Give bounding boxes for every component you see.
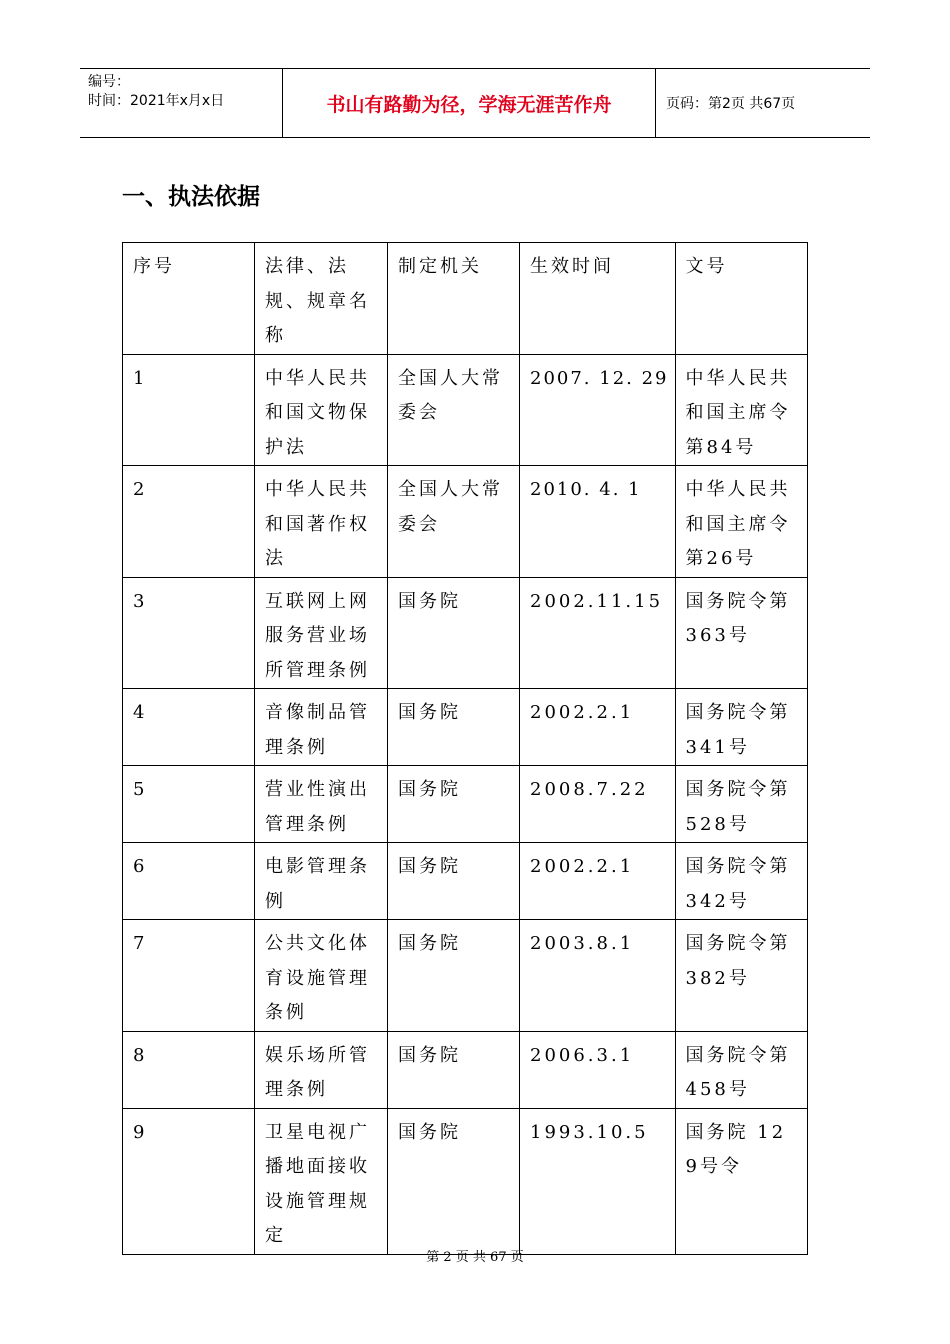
cell-doc: 国务院令第363号 bbox=[675, 577, 807, 689]
cell-org: 国务院 bbox=[388, 766, 520, 843]
cell-org: 全国人大常委会 bbox=[388, 466, 520, 578]
cell-doc: 中华人民共和国主席令第84号 bbox=[675, 354, 807, 466]
table-row bbox=[123, 766, 808, 843]
cell-number: 5 bbox=[123, 766, 255, 843]
cell-name: 卫星电视广播地面接收设施管理规定 bbox=[255, 1108, 388, 1254]
table-row bbox=[123, 1108, 808, 1254]
cell-org: 国务院 bbox=[388, 1031, 520, 1108]
cell-number: 9 bbox=[123, 1108, 255, 1254]
table-row bbox=[123, 466, 808, 578]
cell-name: 公共文化体育设施管理条例 bbox=[255, 920, 388, 1032]
cell-date: 2003.8.1 bbox=[520, 920, 676, 1032]
table-row bbox=[123, 354, 808, 466]
cell-number: 2 bbox=[123, 466, 255, 578]
cell-org: 全国人大常委会 bbox=[388, 354, 520, 466]
cell-date: 2006.3.1 bbox=[520, 1031, 676, 1108]
cell-org: 国务院 bbox=[388, 920, 520, 1032]
header-cell-number: 序号 bbox=[123, 243, 255, 355]
cell-org: 国务院 bbox=[388, 689, 520, 766]
cell-name: 娱乐场所管理条例 bbox=[255, 1031, 388, 1108]
cell-name: 音像制品管理条例 bbox=[255, 689, 388, 766]
cell-doc: 国务院令第341号 bbox=[675, 689, 807, 766]
cell-date: 2010. 4. 1 bbox=[520, 466, 676, 578]
cell-name: 互联网上网服务营业场所管理条例 bbox=[255, 577, 388, 689]
cell-org: 国务院 bbox=[388, 843, 520, 920]
cell-name: 电影管理条例 bbox=[255, 843, 388, 920]
header-cell-doc: 文号 bbox=[675, 243, 807, 355]
cell-date: 2007. 12. 29 bbox=[520, 354, 676, 466]
table-row bbox=[123, 689, 808, 766]
table-row bbox=[123, 843, 808, 920]
cell-number: 6 bbox=[123, 843, 255, 920]
cell-number: 1 bbox=[123, 354, 255, 466]
table-row bbox=[123, 1031, 808, 1108]
header-page-code: 页码：第2页 共67页 bbox=[666, 96, 796, 112]
header-cell-org: 制定机关 bbox=[388, 243, 520, 355]
cell-name: 中华人民共和国文物保护法 bbox=[255, 354, 388, 466]
table-row bbox=[123, 920, 808, 1032]
cell-number: 3 bbox=[123, 577, 255, 689]
cell-number: 8 bbox=[123, 1031, 255, 1108]
document-time-label: 时间：2021年x月x日 bbox=[88, 93, 225, 109]
cell-date: 1993.10.5 bbox=[520, 1108, 676, 1254]
table-header-row bbox=[123, 243, 808, 355]
cell-date: 2002.11.15 bbox=[520, 577, 676, 689]
cell-doc: 国务院令第458号 bbox=[675, 1031, 807, 1108]
cell-org: 国务院 bbox=[388, 1108, 520, 1254]
header-motto: 书山有路勤为径，学海无涯苦作舟 bbox=[283, 69, 656, 137]
cell-doc: 国务院令第382号 bbox=[675, 920, 807, 1032]
header-cell-date: 生效时间 bbox=[520, 243, 676, 355]
cell-date: 2002.2.1 bbox=[520, 843, 676, 920]
cell-name: 营业性演出管理条例 bbox=[255, 766, 388, 843]
cell-doc: 国务院 129号令 bbox=[675, 1108, 807, 1254]
table-row bbox=[123, 577, 808, 689]
law-table bbox=[122, 242, 808, 1255]
cell-org: 国务院 bbox=[388, 577, 520, 689]
cell-name: 中华人民共和国著作权法 bbox=[255, 466, 388, 578]
header-cell-name: 法律、法规、规章名称 bbox=[255, 243, 388, 355]
cell-date: 2002.2.1 bbox=[520, 689, 676, 766]
cell-doc: 中华人民共和国主席令第26号 bbox=[675, 466, 807, 578]
page-header bbox=[80, 68, 870, 138]
cell-number: 4 bbox=[123, 689, 255, 766]
cell-number: 7 bbox=[123, 920, 255, 1032]
document-number-label: 编号： bbox=[88, 74, 130, 90]
header-meta bbox=[80, 69, 283, 137]
cell-date: 2008.7.22 bbox=[520, 766, 676, 843]
section-title: 一、执法依据 bbox=[122, 184, 260, 210]
page-footer: 第 2 页 共 67 页 bbox=[426, 1250, 524, 1265]
cell-doc: 国务院令第528号 bbox=[675, 766, 807, 843]
cell-doc: 国务院令第342号 bbox=[675, 843, 807, 920]
